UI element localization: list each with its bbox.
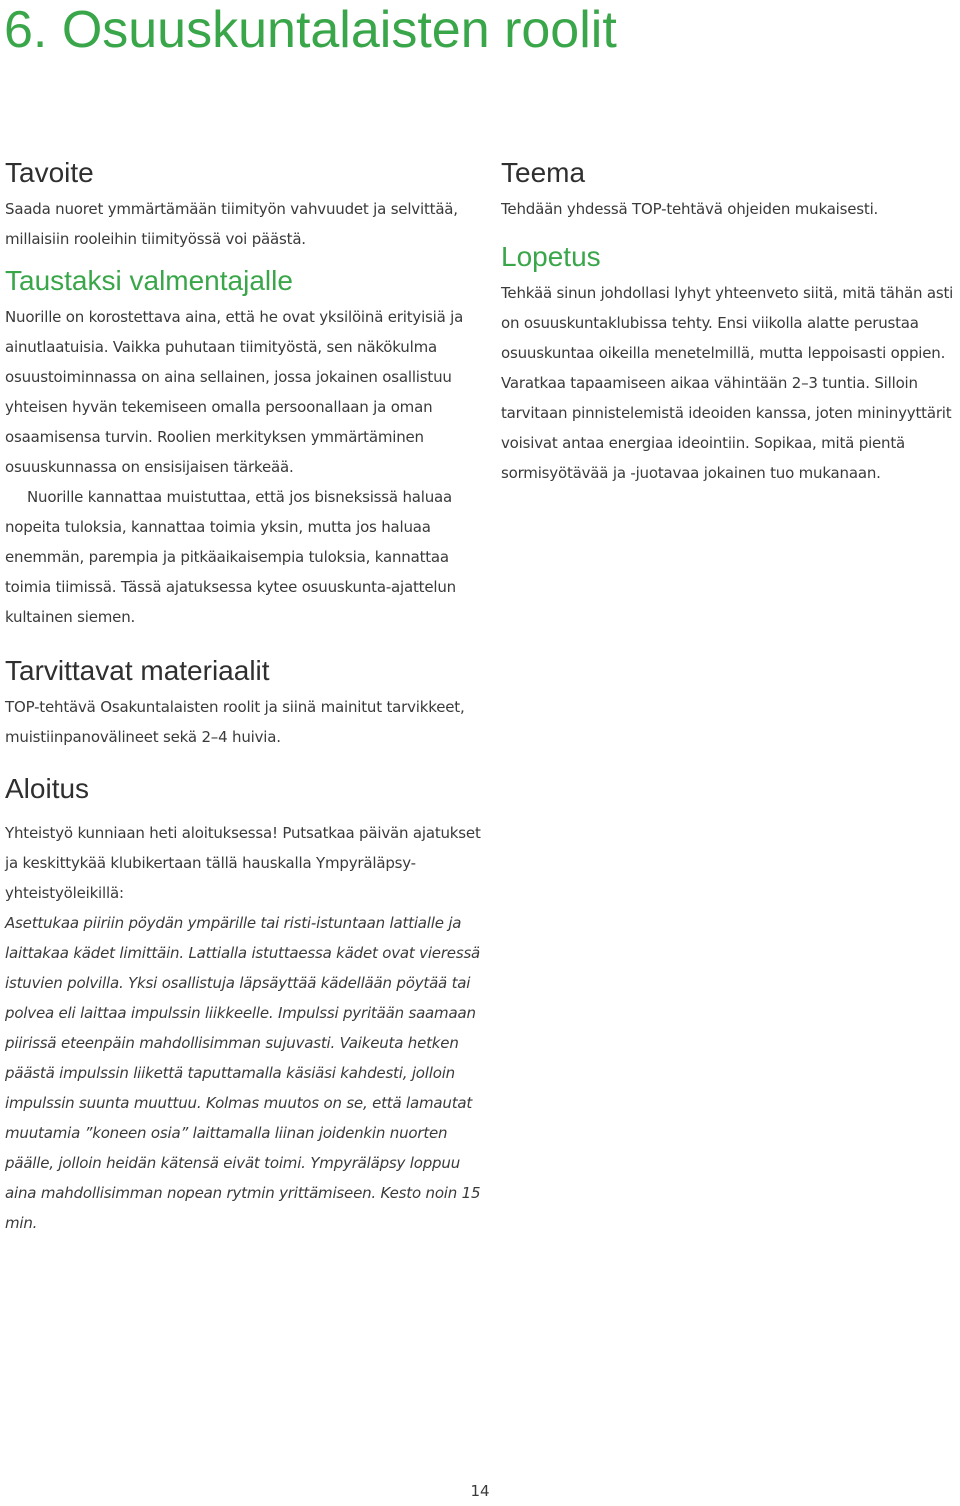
text-teema: Tehdään yhdessä TOP-tehtävä ohjeiden mukaisesti. — [501, 200, 879, 218]
section-taustaksi-valmentajalle — [5, 260, 483, 632]
text-aloitus-instructions: Asettukaa piiriin pöydän ympärille tai risti-istuntaan lattialle ja laittakaa kädet limittäin. Lattialla istuttaessa kädet ovat vieressä istuvien polvilla. Yksi osallistuja läpsäyttää kädellään pöytää tai polvea eli laittaa impulssin liikkeelle. Impulssi pyritään saamaan piirissä eteenpäin mahdollisimman sujuvasti. Vaikeuta hetken päästä impulssin liikettä taputtamalla käsiäsi kahdesti, jolloin impulssin suunta muuttuu. Kolmas muutos on se, että lamautat muutamia ”koneen osia” laittamalla liinan joidenkin nuorten päälle, jolloin heidän kätensä eivät toimi. Ympyräläpsy loppuu aina mahdollisimman nopean rytmin yrittämiseen. Kesto noin 15 min. — [5, 914, 481, 1232]
text-tarvittavat-materiaalit: TOP-tehtävä Osakuntalaisten roolit ja siinä mainitut tarvikkeet, muistiinpanovälineet sekä 2–4 huivia. — [5, 698, 465, 746]
heading-teema: Teema — [501, 157, 586, 188]
right-column — [501, 152, 960, 488]
text-tavoite: Saada nuoret ymmärtämään tiimityön vahvuudet ja selvittää, millaisiin rooleihin tiimityössä voi päästä. — [5, 200, 458, 248]
text-taustaksi-paragraph-2: Nuorille kannattaa muistuttaa, että jos bisneksissä haluaa nopeita tuloksia, kannattaa toimia yksin, mutta jos haluaa enemmän, parempia ja pitkäaikaisempia tuloksia, kannattaa toimia tiimissä. Tässä ajatuksessa kytee osuuskunta-ajattelun kultainen siemen. — [5, 488, 456, 626]
text-taustaksi-paragraph-1: Nuorille on korostettava aina, että he ovat yksilöinä erityisiä ja ainutlaatuisia. Vaikka puhutaan tiimityöstä, sen näkökulma osuustoiminnassa on aina sellainen, jossa jokainen osallistuu yhteisen hyvän tekemiseen omalla persoonallaan ja oman osaamisensa turvin. Roolien merkityksen ymmärtäminen osuuskunnassa on ensisijaisen tärkeää. — [5, 308, 464, 476]
section-tavoite — [5, 152, 483, 254]
page-title: 6. Osuuskuntalaisten roolit — [4, 1, 617, 59]
heading-tarvittavat-materiaalit: Tarvittavat materiaalit — [5, 655, 270, 686]
heading-lopetus: Lopetus — [501, 241, 601, 272]
heading-aloitus: Aloitus — [5, 773, 90, 804]
heading-tavoite: Tavoite — [5, 157, 94, 188]
section-lopetus — [501, 236, 960, 488]
heading-taustaksi-valmentajalle: Taustaksi valmentajalle — [5, 265, 293, 296]
text-lopetus: Tehkää sinun johdollasi lyhyt yhteenveto siitä, mitä tähän asti on osuuskuntaklubissa tehty. Ensi viikolla alatte perustaa osuuskuntaa oikeilla menetelmillä, mutta leppoisasti oppien. Varatkaa tapaamiseen aikaa vähintään 2–3 tuntia. Silloin tarvitaan pinnistelemistä ideoiden kanssa, joten mininyyttärit voisivat antaa energiaa ideointiin. Sopikaa, mitä pientä sormisyötävää ja -juotavaa jokainen tuo mukanaan. — [501, 284, 954, 482]
section-teema — [501, 152, 960, 224]
section-aloitus — [5, 768, 483, 1238]
text-aloitus: Yhteistyö kunniaan heti aloituksessa! Putsatkaa päivän ajatukset ja keskittykää klubikertaan tällä hauskalla Ympyräläpsy-yhteistyöleikillä: — [5, 824, 481, 902]
section-tarvittavat-materiaalit — [5, 650, 483, 752]
left-column — [5, 152, 483, 1238]
page-number: 14 — [470, 1482, 490, 1500]
